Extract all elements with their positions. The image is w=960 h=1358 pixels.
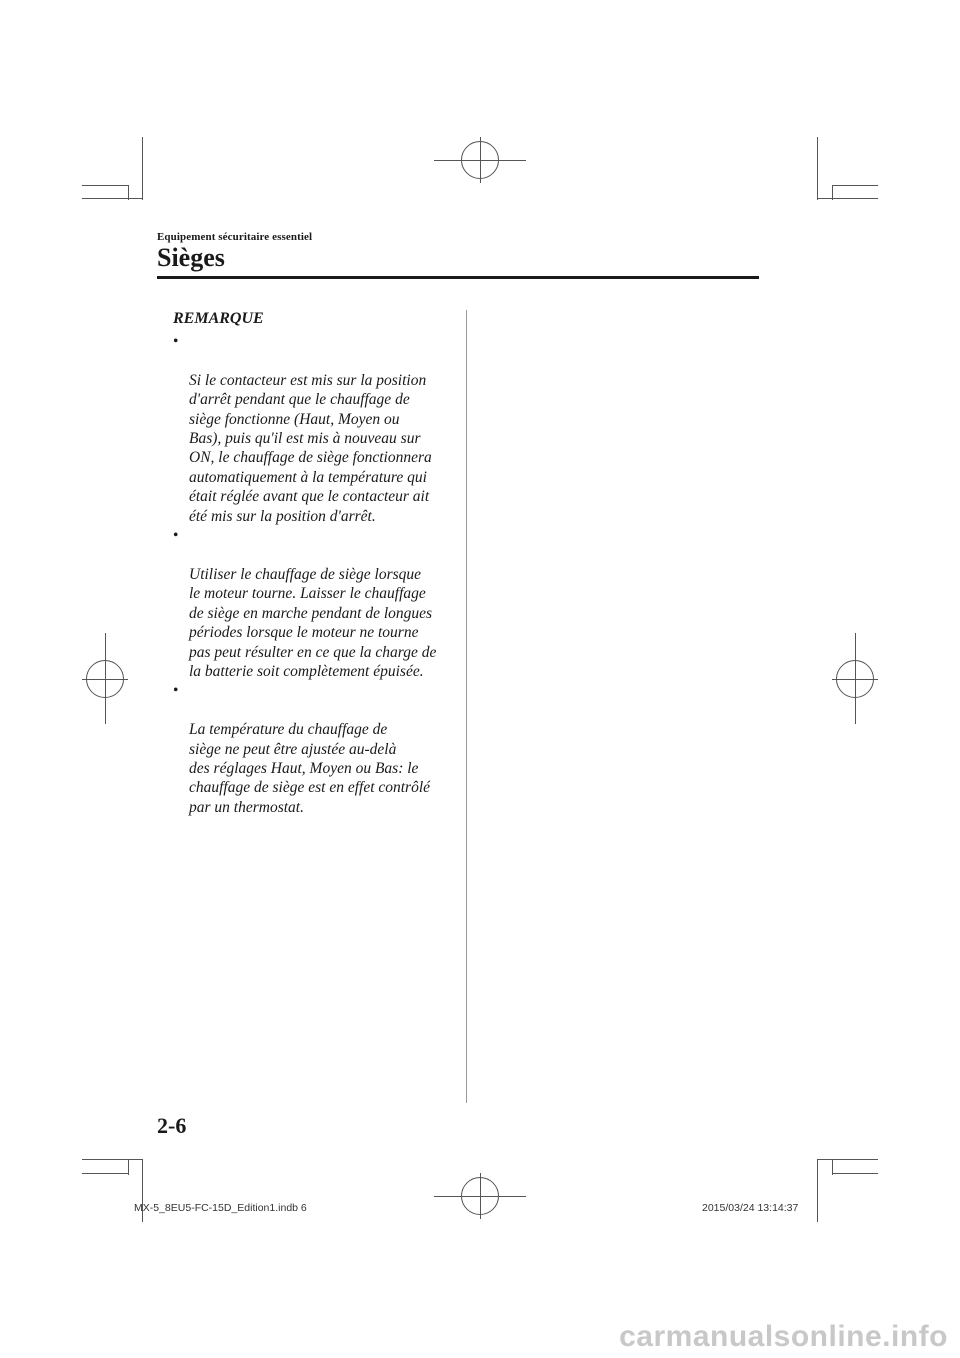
note-item-text: La température du chauffage de siège ne peut être ajustée au-delà des réglages Haut, Moyen ou Bas: le chauffage de siège est en effet contrôlé par un thermostat. bbox=[189, 721, 431, 816]
watermark: carmanualsonline.info bbox=[619, 1320, 948, 1353]
crop-mark bbox=[832, 1173, 878, 1174]
registration-circle bbox=[461, 1177, 499, 1215]
print-timestamp: 2015/03/24 13:14:37 bbox=[702, 1202, 799, 1214]
note-item-text: Si le contacteur est mis sur la position d'arrêt pendant que le chauffage de siège fonctionne (Haut, Moyen ou Bas), puis qu'il est mis à nouveau sur ON, le chauffage de siège fonctionnera automatiquement à la température qui était réglée avant que le contacteur ait été mis sur la position d'arrêt. bbox=[189, 371, 432, 525]
bullet-icon: • bbox=[173, 333, 179, 350]
note-heading: REMARQUE bbox=[173, 310, 264, 327]
print-file-name: MX-5_8EU5-FC-15D_Edition1.indb 6 bbox=[134, 1202, 307, 1214]
crop-mark bbox=[817, 1159, 878, 1160]
crop-mark bbox=[817, 137, 818, 200]
crop-mark bbox=[82, 1159, 142, 1160]
crop-mark bbox=[142, 137, 143, 200]
note-item bbox=[173, 681, 453, 817]
header-rule bbox=[157, 276, 759, 279]
section-label: Equipement sécuritaire essentiel bbox=[157, 231, 313, 243]
page-title: Sièges bbox=[157, 243, 225, 272]
note-item bbox=[173, 332, 453, 526]
note-item bbox=[173, 526, 453, 681]
crop-mark bbox=[82, 198, 142, 199]
page-number: 2-6 bbox=[157, 1113, 187, 1138]
crop-mark bbox=[832, 185, 878, 186]
bullet-icon: • bbox=[173, 682, 179, 700]
bullet-icon: • bbox=[173, 527, 179, 545]
crop-mark bbox=[817, 1159, 818, 1222]
crop-mark bbox=[82, 185, 128, 186]
registration-circle bbox=[461, 141, 499, 179]
crop-mark bbox=[82, 1173, 128, 1174]
crop-mark bbox=[128, 1159, 129, 1175]
crop-mark bbox=[817, 198, 878, 199]
registration-circle bbox=[86, 660, 124, 698]
note-list bbox=[173, 332, 453, 817]
column-divider bbox=[466, 310, 467, 1103]
note-item-text: Utiliser le chauffage de siège lorsque le moteur tourne. Laisser le chauffage de siège en marche pendant de longues périodes lorsque le moteur ne tourne pas peut résulter en ce que la charge de la batterie soit complètement épuisée. bbox=[189, 565, 437, 680]
registration-circle bbox=[836, 660, 874, 698]
